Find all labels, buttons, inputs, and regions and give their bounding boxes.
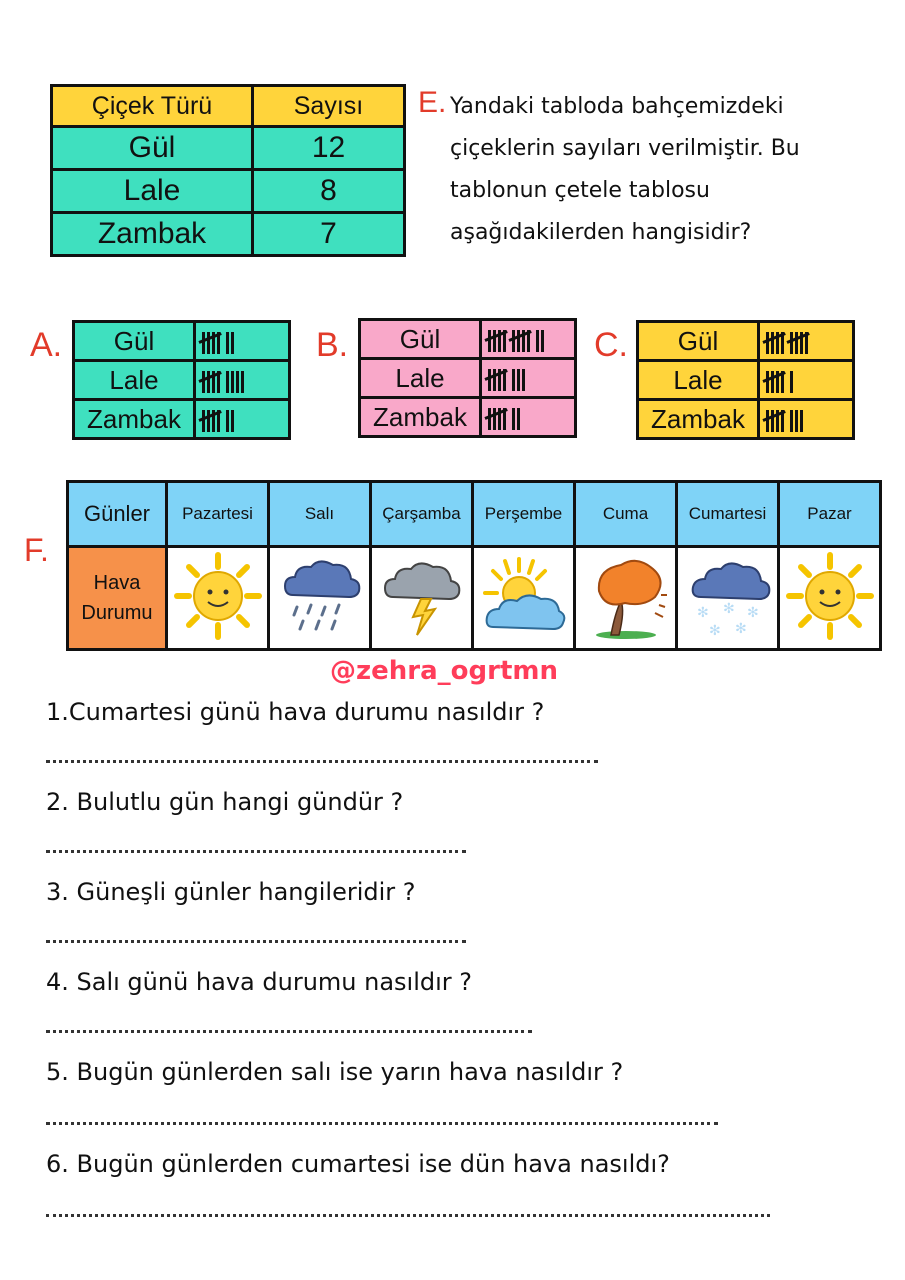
tally-stroke — [536, 330, 539, 352]
weather-row-header-line: Durumu — [81, 602, 153, 624]
tally-stroke — [512, 369, 515, 391]
tally-stroke — [800, 410, 803, 432]
tally-marks — [481, 320, 576, 359]
tally-group — [512, 330, 530, 352]
tally-group — [488, 369, 506, 391]
tally-group — [766, 371, 784, 393]
option-row-name: Gül — [638, 322, 759, 361]
tally-stroke — [231, 332, 234, 354]
tally-stroke — [517, 369, 520, 391]
tally-stroke — [517, 408, 520, 430]
day-header: Çarşamba — [371, 482, 473, 547]
tally-group — [202, 371, 220, 393]
tally-marks — [195, 322, 290, 361]
weather-row-header-line: Hava — [93, 572, 141, 594]
tally-marks — [759, 322, 854, 361]
tally-group — [536, 330, 544, 352]
tally-stroke — [207, 371, 210, 393]
option-row-name: Lale — [74, 361, 195, 400]
question-5: 5. Bugün günlerden salı ise yarın hava nasıldır ? — [46, 1058, 624, 1086]
question-line: tablonun çetele tablosu — [450, 178, 710, 203]
option-b-letter[interactable]: B. — [316, 326, 349, 364]
tally-stroke — [795, 410, 798, 432]
tally-stroke — [790, 371, 793, 393]
tally-stroke — [771, 371, 774, 393]
table-cell-count: 8 — [253, 170, 405, 213]
days-row-header: Günler — [68, 482, 167, 547]
answer-line-4[interactable] — [46, 1030, 532, 1033]
day-header: Salı — [269, 482, 371, 547]
tally-stroke — [226, 410, 229, 432]
partly-cloudy-icon — [473, 547, 575, 650]
section-e-question — [450, 86, 890, 254]
tally-group — [766, 410, 784, 432]
tally-stroke — [493, 369, 496, 391]
question-line: Yandaki tabloda bahçemizdeki — [450, 94, 784, 119]
watermark: @zehra_ogrtmn — [330, 656, 558, 686]
answer-line-5[interactable] — [46, 1122, 718, 1125]
svg-text:✻: ✻ — [708, 623, 721, 639]
tally-group — [488, 408, 506, 430]
option-row-name: Lale — [638, 361, 759, 400]
tally-group — [226, 410, 234, 432]
section-f-letter: F. — [24, 532, 49, 568]
tally-group — [202, 410, 220, 432]
option-a-letter[interactable]: A. — [30, 326, 63, 364]
day-header: Pazar — [779, 482, 881, 547]
option-row-name: Lale — [360, 359, 481, 398]
tally-stroke — [493, 408, 496, 430]
tally-group — [512, 408, 520, 430]
question-6: 6. Bugün günlerden cumartesi ise dün hava nasıldı? — [46, 1150, 670, 1178]
tally-stroke — [771, 332, 774, 354]
weather-table — [66, 480, 882, 651]
tally-stroke — [226, 371, 229, 393]
table-cell-flower: Zambak — [52, 213, 253, 256]
rain-cloud-icon — [269, 547, 371, 650]
option-c-table[interactable] — [636, 320, 855, 440]
snow-cloud-icon — [677, 547, 779, 650]
answer-line-1[interactable] — [46, 760, 598, 763]
question-line: aşağıdakilerden hangisidir? — [450, 220, 752, 245]
question-1: 1.Cumartesi günü hava durumu nasıldır ? — [46, 698, 545, 726]
tally-marks — [481, 359, 576, 398]
tally-group — [790, 371, 793, 393]
option-row-name: Zambak — [360, 398, 481, 437]
tally-group — [766, 332, 784, 354]
tally-stroke — [226, 332, 229, 354]
table-cell-count: 12 — [253, 127, 405, 170]
question-line: çiçeklerin sayıları verilmiştir. Bu — [450, 136, 800, 161]
tally-stroke — [771, 410, 774, 432]
tally-group — [488, 330, 506, 352]
section-e-letter: E. — [418, 86, 447, 119]
tally-stroke — [231, 410, 234, 432]
table-header-count: Sayısı — [253, 86, 405, 127]
table-cell-count: 7 — [253, 213, 405, 256]
svg-text:✻: ✻ — [746, 605, 759, 621]
option-row-name: Gül — [74, 322, 195, 361]
table-cell-flower: Lale — [52, 170, 253, 213]
tally-group — [512, 369, 525, 391]
tally-stroke — [795, 332, 798, 354]
tally-stroke — [512, 408, 515, 430]
day-header: Cuma — [575, 482, 677, 547]
tally-stroke — [207, 410, 210, 432]
svg-text:✻: ✻ — [696, 605, 709, 621]
option-a-table[interactable] — [72, 320, 291, 440]
tally-stroke — [522, 369, 525, 391]
option-b-table[interactable] — [358, 318, 577, 438]
question-2: 2. Bulutlu gün hangi gündür ? — [46, 788, 404, 816]
answer-line-6[interactable] — [46, 1214, 770, 1217]
question-4: 4. Salı günü hava durumu nasıldır ? — [46, 968, 473, 996]
windy-tree-icon — [575, 547, 677, 650]
tally-stroke — [790, 410, 793, 432]
tally-stroke — [231, 371, 234, 393]
sun-icon — [167, 547, 269, 650]
tally-group — [790, 410, 803, 432]
tally-group — [790, 332, 808, 354]
svg-text:✻: ✻ — [734, 621, 747, 637]
tally-stroke — [207, 332, 210, 354]
table-header-flower-type: Çiçek Türü — [52, 86, 253, 127]
sun-icon — [779, 547, 881, 650]
tally-stroke — [241, 371, 244, 393]
flower-count-table — [50, 84, 406, 257]
day-header: Cumartesi — [677, 482, 779, 547]
tally-marks — [759, 361, 854, 400]
tally-stroke — [493, 330, 496, 352]
tally-marks — [481, 398, 576, 437]
storm-cloud-icon — [371, 547, 473, 650]
option-row-name: Zambak — [638, 400, 759, 439]
tally-stroke — [236, 371, 239, 393]
day-header: Perşembe — [473, 482, 575, 547]
tally-stroke — [517, 330, 520, 352]
table-cell-flower: Gül — [52, 127, 253, 170]
tally-marks — [195, 361, 290, 400]
answer-line-2[interactable] — [46, 850, 466, 853]
svg-text:✻: ✻ — [722, 601, 735, 617]
option-row-name: Zambak — [74, 400, 195, 439]
option-row-name: Gül — [360, 320, 481, 359]
tally-group — [226, 371, 244, 393]
weather-row-header — [68, 547, 167, 650]
tally-group — [226, 332, 234, 354]
tally-stroke — [541, 330, 544, 352]
answer-line-3[interactable] — [46, 940, 466, 943]
tally-marks — [759, 400, 854, 439]
day-header: Pazartesi — [167, 482, 269, 547]
tally-group — [202, 332, 220, 354]
option-c-letter[interactable]: C. — [594, 326, 628, 364]
question-3: 3. Güneşli günler hangileridir ? — [46, 878, 416, 906]
tally-marks — [195, 400, 290, 439]
